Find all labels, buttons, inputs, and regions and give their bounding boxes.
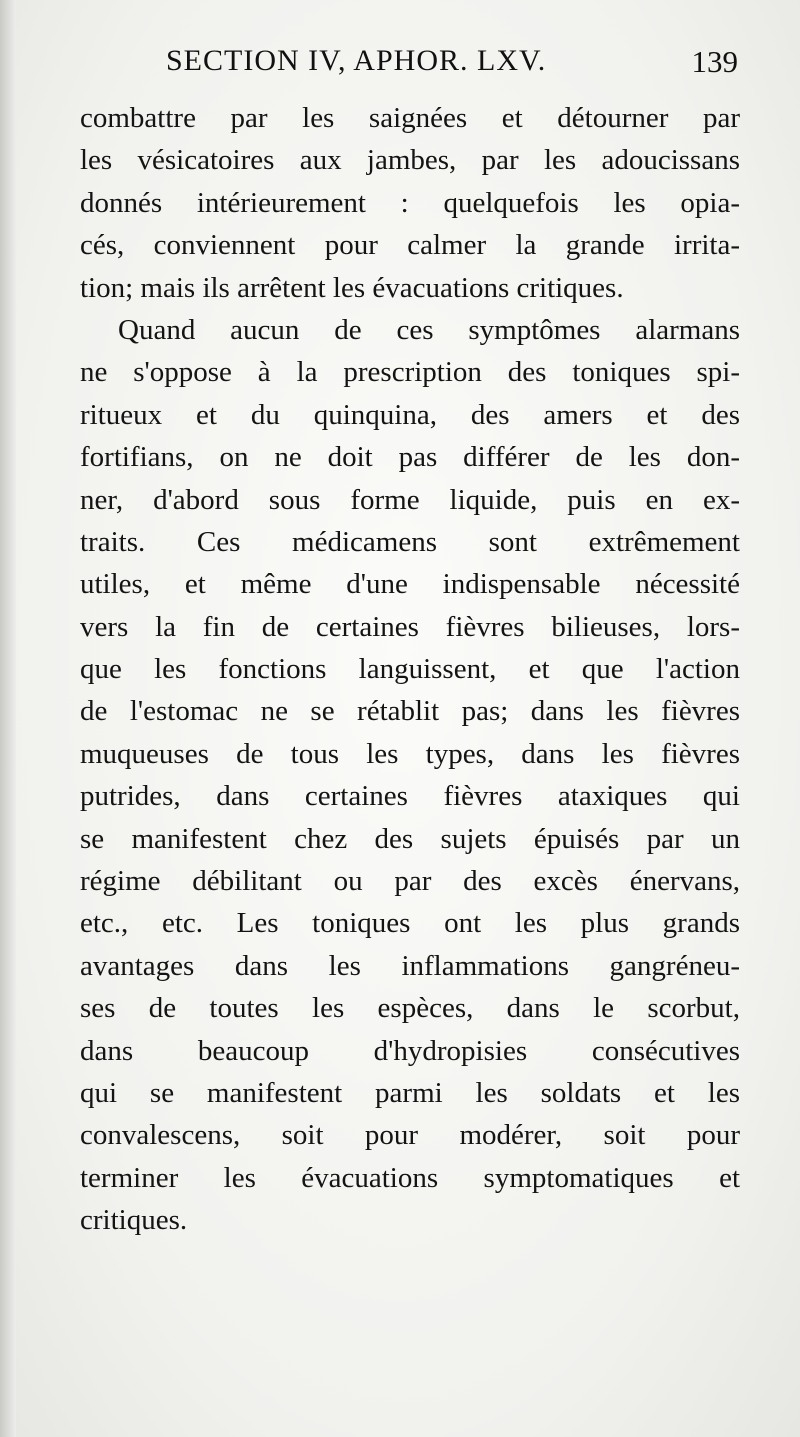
- text-line: donnés intérieurement : quelquefois les opia-: [80, 186, 740, 219]
- text-line: dans beaucoup d'hydropisies consécutives: [80, 1034, 740, 1067]
- text-line: vers la fin de certaines fièvres bilieuses, lors-: [80, 610, 740, 643]
- text-line: putrides, dans certaines fièvres ataxiques qui: [80, 780, 740, 813]
- text-line: régime débilitant ou par des excès énervans,: [80, 865, 740, 898]
- text-line: critiques.: [80, 1204, 188, 1237]
- text-line: se manifestent chez des sujets épuisés par un: [80, 822, 740, 855]
- text-line: tion; mais ils arrêtent les évacuations critiques.: [80, 271, 624, 304]
- page-header: [86, 44, 746, 88]
- running-head: SECTION IV, APHOR. LXV.: [166, 44, 547, 77]
- body-text: [80, 97, 740, 1242]
- text-line: Quand aucun de ces symptômes alarmans: [118, 313, 740, 346]
- text-line: que les fonctions languissent, et que l'action: [80, 653, 740, 686]
- text-line: utiles, et même d'une indispensable nécessité: [80, 568, 740, 601]
- show-through-text: [64, 1230, 764, 1320]
- text-line: etc., etc. Les toniques ont les plus grands: [80, 907, 740, 940]
- text-line: ritueux et du quinquina, des amers et des: [80, 398, 740, 431]
- text-line: cés, conviennent pour calmer la grande irrita-: [80, 229, 740, 262]
- text-line: traits. Ces médicamens sont extrêmement: [80, 525, 740, 558]
- page-number: 139: [691, 44, 738, 79]
- page-edge-shadow: [0, 0, 16, 1437]
- text-line: terminer les évacuations symptomatiques et: [80, 1161, 740, 1194]
- text-line: fortifians, on ne doit pas différer de les don-: [80, 441, 740, 474]
- text-line: avantages dans les inflammations gangréneu-: [80, 949, 740, 982]
- text-line: qui se manifestent parmi les soldats et les: [80, 1076, 740, 1109]
- text-line: combattre par les saignées et détourner par: [80, 102, 740, 134]
- text-line: les vésicatoires aux jambes, par les adoucissans: [80, 144, 740, 177]
- text-line: muqueuses de tous les types, dans les fièvres: [80, 737, 740, 770]
- text-line: ner, d'abord sous forme liquide, puis en ex-: [80, 483, 740, 516]
- text-line: ses de toutes les espèces, dans le scorbut,: [80, 992, 740, 1025]
- text-line: convalescens, soit pour modérer, soit pour: [80, 1119, 740, 1152]
- text-line: de l'estomac ne se rétablit pas; dans les fièvres: [80, 695, 740, 728]
- text-line: ne s'oppose à la prescription des toniques spi-: [80, 356, 740, 389]
